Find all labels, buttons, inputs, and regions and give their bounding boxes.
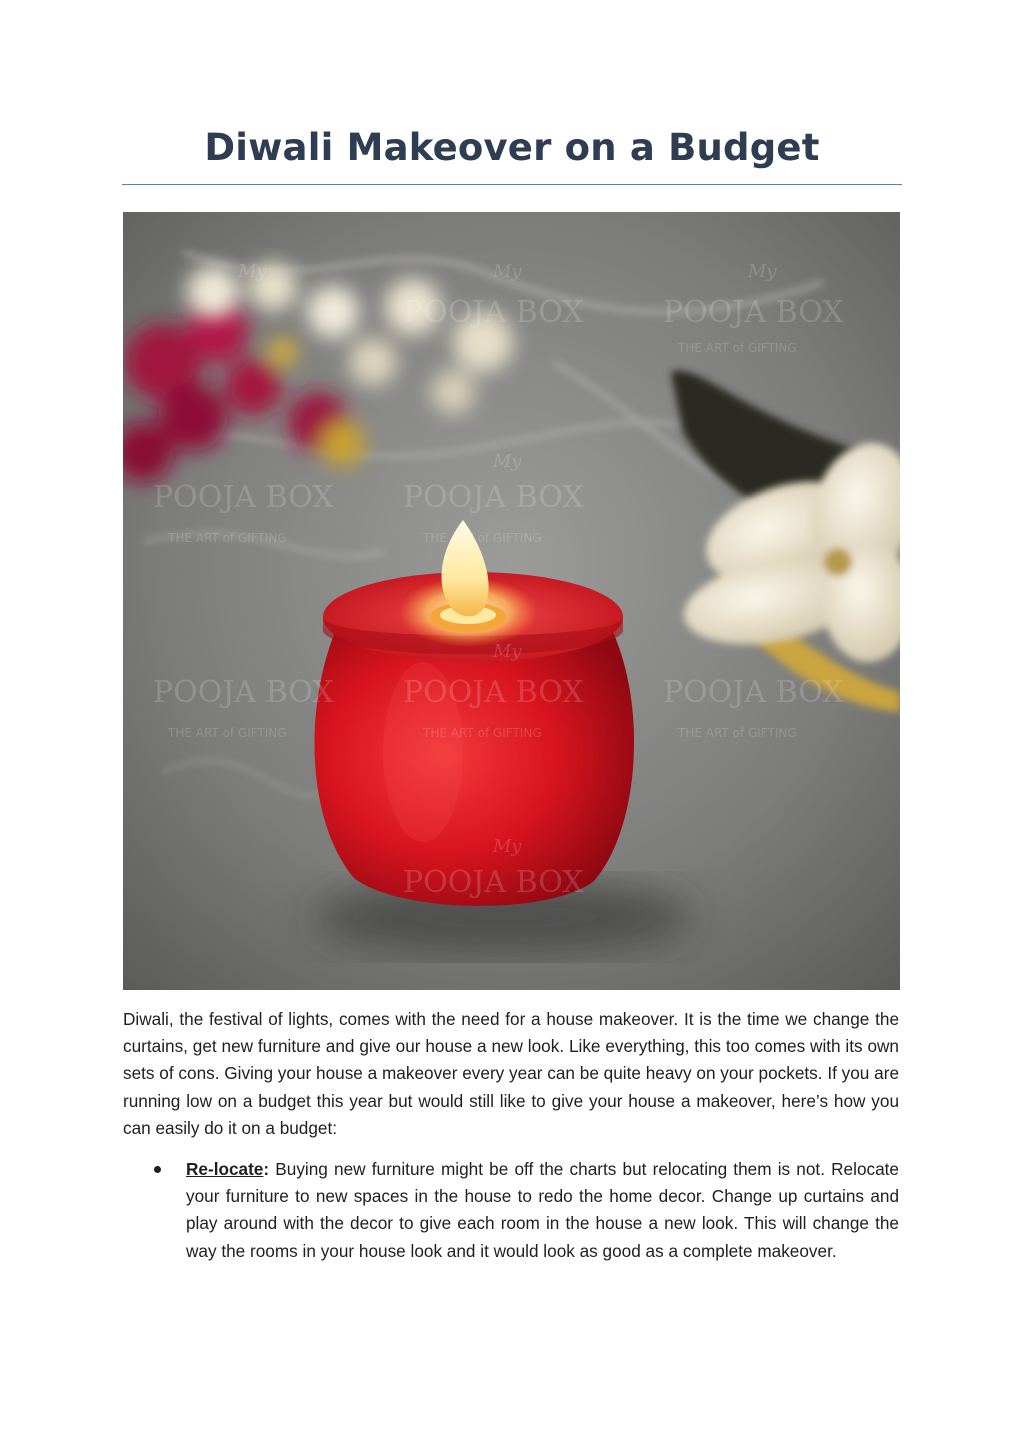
watermark-tagline: THE ART of GIFTING (678, 341, 797, 355)
watermark-tagline: THE ART of GIFTING (678, 726, 797, 740)
watermark-script: My (493, 836, 522, 857)
watermark-script: My (493, 261, 522, 282)
tip-text: Buying new furniture might be off the charts but relocating them is not. Relocate your furniture to new spaces in the house to redo the home decor. Change up curtains and play around with the decor to give each room in the house a new look. This will change the way the rooms in your house look and it would look as good as a complete makeover. (186, 1159, 899, 1261)
watermark-script: My (493, 641, 522, 662)
watermark-brand: POOJA BOX (403, 480, 584, 515)
bullet-icon (154, 1166, 161, 1173)
article-photo (123, 212, 900, 990)
watermark-brand: POOJA BOX (153, 480, 334, 515)
watermark-brand: POOJA BOX (403, 675, 584, 710)
watermark-brand: POOJA BOX (153, 675, 334, 710)
watermark-tagline: THE ART of GIFTING (168, 531, 287, 545)
watermark-script: My (238, 261, 267, 282)
tips-list (123, 1156, 899, 1265)
tip-heading-separator: : (263, 1159, 270, 1179)
title-divider (122, 184, 902, 185)
watermark-script: My (493, 451, 522, 472)
watermark-tagline: THE ART of GIFTING (423, 726, 542, 740)
led-candle-photo (123, 212, 900, 990)
watermark-tagline: THE ART of GIFTING (423, 531, 542, 545)
watermark-tagline: THE ART of GIFTING (168, 726, 287, 740)
page-title: Diwali Makeover on a Budget (204, 126, 820, 169)
watermark-brand: POOJA BOX (403, 865, 584, 900)
watermark-script: My (748, 261, 777, 282)
watermark-brand: POOJA BOX (663, 675, 844, 710)
intro-paragraph: Diwali, the festival of lights, comes with the need for a house makeover. It is the time we change the curtains, get new furniture and give our house a new look. Like everything, this too comes with its own sets of cons. Giving your house a makeover every year can be quite heavy on your pockets. If you are running low on a budget this year but would still like to give your house a makeover, here’s how you can easily do it on a budget: (123, 1009, 899, 1138)
list-item (123, 1156, 899, 1265)
watermark-brand: POOJA BOX (403, 295, 584, 330)
tip-heading: Re-locate (186, 1159, 264, 1179)
watermark-brand: POOJA BOX (663, 295, 844, 330)
